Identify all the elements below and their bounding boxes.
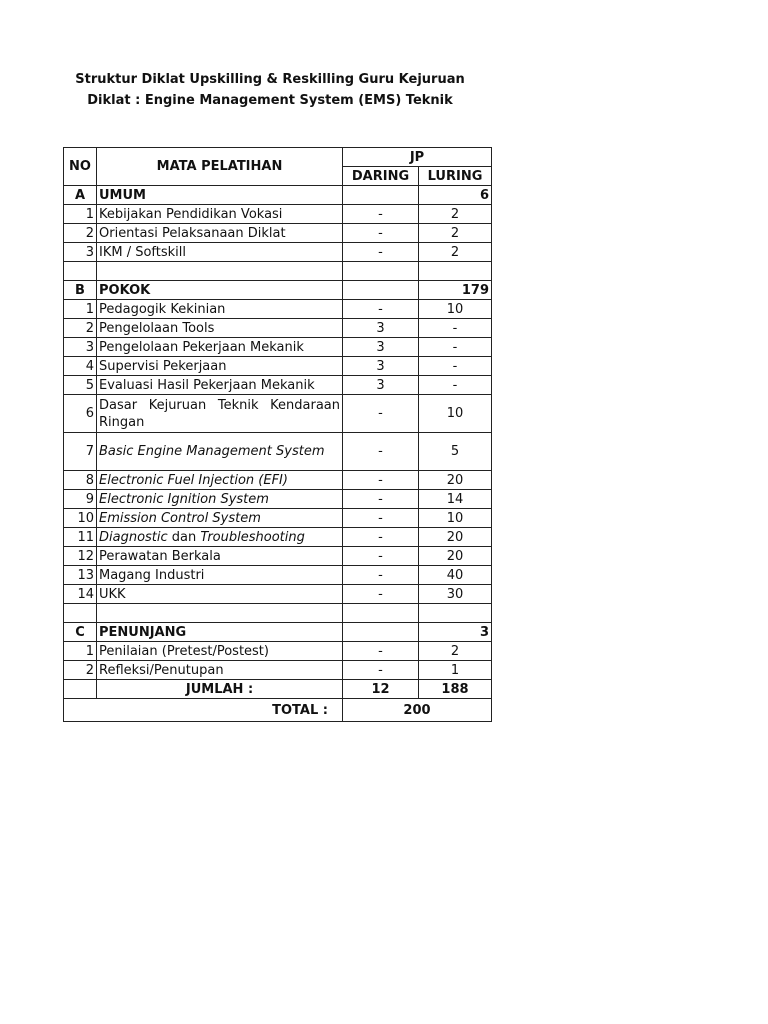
row-number: 8 — [64, 471, 97, 490]
row-number: 1 — [64, 205, 97, 224]
luring-value: 2 — [419, 205, 492, 224]
course-name — [97, 319, 343, 338]
course-name — [97, 376, 343, 395]
section-daring-cell — [343, 186, 419, 205]
luring-value: 40 — [419, 566, 492, 585]
daring-value: - — [343, 395, 419, 433]
section-daring-cell — [343, 623, 419, 642]
course-name-text: Pengelolaan Tools — [99, 320, 215, 336]
row-number: 3 — [64, 243, 97, 262]
course-name-text: Penilaian (Pretest/Postest) — [99, 643, 269, 659]
course-name-text: Refleksi/Penutupan — [99, 662, 224, 678]
daring-value: - — [343, 224, 419, 243]
course-name-text: PENUNJANG — [99, 624, 187, 640]
section-daring-cell — [343, 281, 419, 300]
row-number: 7 — [64, 433, 97, 471]
row-number: 4 — [64, 357, 97, 376]
luring-value: - — [419, 319, 492, 338]
empty-cell — [343, 604, 419, 623]
course-name — [97, 509, 343, 528]
document-subtitle: Diklat : Engine Management System (EMS) Teknik — [87, 93, 453, 108]
course-name-text: UMUM — [99, 187, 146, 203]
empty-row — [64, 604, 492, 623]
course-name — [97, 547, 343, 566]
section-letter: C — [64, 623, 97, 642]
luring-value: 20 — [419, 471, 492, 490]
course-name — [97, 205, 343, 224]
table-row — [64, 661, 492, 680]
table-row — [64, 224, 492, 243]
table-row — [64, 566, 492, 585]
total-label: TOTAL : — [64, 699, 343, 722]
table-row — [64, 547, 492, 566]
luring-value: 20 — [419, 547, 492, 566]
row-number: 14 — [64, 585, 97, 604]
course-name — [97, 357, 343, 376]
daring-value: 3 — [343, 376, 419, 395]
row-number: 5 — [64, 376, 97, 395]
table-row — [64, 395, 492, 433]
course-name-text: Basic Engine Management System — [99, 444, 325, 459]
header-jp: JP — [343, 148, 492, 167]
luring-value: 14 — [419, 490, 492, 509]
daring-value: - — [343, 642, 419, 661]
table-row — [64, 243, 492, 262]
daring-value: - — [343, 490, 419, 509]
luring-value: 2 — [419, 642, 492, 661]
course-name-text: POKOK — [99, 282, 151, 298]
empty-cell — [64, 262, 97, 281]
empty-cell — [97, 604, 343, 623]
course-name-text: IKM / Softskill — [99, 244, 187, 260]
course-name — [97, 243, 343, 262]
table-row — [64, 338, 492, 357]
course-name-text: Pengelolaan Pekerjaan Mekanik — [99, 339, 304, 355]
table-row — [64, 528, 492, 547]
table-row — [64, 471, 492, 490]
header-no: NO — [64, 148, 97, 186]
course-name-text: Perawatan Berkala — [99, 548, 221, 564]
luring-value: - — [419, 376, 492, 395]
table-row — [64, 300, 492, 319]
header-luring: LURING — [419, 167, 492, 186]
row-number: 2 — [64, 224, 97, 243]
course-name-text: UKK — [99, 586, 126, 602]
course-name — [97, 528, 343, 547]
luring-value: 10 — [419, 395, 492, 433]
course-name-text: Electronic Fuel Injection (EFI) — [99, 472, 288, 488]
empty-cell — [419, 604, 492, 623]
course-name-text: Supervisi Pekerjaan — [99, 358, 227, 374]
daring-value: - — [343, 243, 419, 262]
daring-value: 3 — [343, 357, 419, 376]
course-name — [97, 395, 343, 433]
daring-value: - — [343, 433, 419, 471]
section-total: 3 — [419, 623, 492, 642]
row-number: 3 — [64, 338, 97, 357]
table-row — [64, 357, 492, 376]
luring-value: 2 — [419, 224, 492, 243]
jumlah-row — [64, 680, 492, 699]
row-number: 10 — [64, 509, 97, 528]
empty-cell — [419, 262, 492, 281]
row-number: 13 — [64, 566, 97, 585]
daring-value: - — [343, 661, 419, 680]
daring-value: 3 — [343, 338, 419, 357]
row-number: 11 — [64, 528, 97, 547]
empty-row — [64, 262, 492, 281]
row-number: 2 — [64, 319, 97, 338]
daring-value: - — [343, 547, 419, 566]
training-structure-table — [63, 147, 492, 722]
table-row — [64, 376, 492, 395]
luring-value: - — [419, 357, 492, 376]
section-row — [64, 186, 492, 205]
total-row — [64, 699, 492, 722]
row-number: 2 — [64, 661, 97, 680]
section-title — [97, 281, 343, 300]
header-row — [64, 148, 492, 167]
empty-cell — [97, 262, 343, 281]
course-name — [97, 338, 343, 357]
course-name-text: Electronic Ignition System — [99, 491, 269, 507]
daring-value: - — [343, 509, 419, 528]
jumlah-label: JUMLAH : — [97, 680, 343, 699]
document-title: Struktur Diklat Upskilling & Reskilling Guru Kejuruan — [75, 72, 465, 87]
table-row — [64, 509, 492, 528]
section-title — [97, 623, 343, 642]
course-name-text: Diagnostic — [99, 529, 168, 545]
daring-value: - — [343, 585, 419, 604]
course-name-text: Kebijakan Pendidikan Vokasi — [99, 206, 283, 222]
total-value: 200 — [343, 699, 492, 722]
luring-value: 1 — [419, 661, 492, 680]
table-row — [64, 490, 492, 509]
daring-value: - — [343, 205, 419, 224]
course-name-text: Emission Control System — [99, 510, 261, 526]
table-row — [64, 642, 492, 661]
daring-value: - — [343, 471, 419, 490]
course-name — [97, 433, 343, 471]
empty-cell — [64, 604, 97, 623]
header-mata-pelatihan: MATA PELATIHAN — [97, 148, 343, 186]
section-total: 6 — [419, 186, 492, 205]
luring-value: 2 — [419, 243, 492, 262]
section-row — [64, 623, 492, 642]
luring-value: 30 — [419, 585, 492, 604]
jumlah-daring: 12 — [343, 680, 419, 699]
table-row — [64, 585, 492, 604]
daring-value: - — [343, 528, 419, 547]
luring-value: - — [419, 338, 492, 357]
course-name — [97, 661, 343, 680]
table-row — [64, 433, 492, 471]
section-letter: A — [64, 186, 97, 205]
daring-value: - — [343, 300, 419, 319]
jumlah-no-cell — [64, 680, 97, 699]
row-number: 12 — [64, 547, 97, 566]
luring-value: 5 — [419, 433, 492, 471]
course-name — [97, 585, 343, 604]
course-name-text: dan — [167, 529, 201, 545]
course-name — [97, 566, 343, 585]
row-number: 9 — [64, 490, 97, 509]
course-name-text: Pedagogik Kekinian — [99, 301, 226, 317]
section-letter: B — [64, 281, 97, 300]
row-number: 6 — [64, 395, 97, 433]
course-name — [97, 642, 343, 661]
table-row — [64, 319, 492, 338]
course-name-text: Evaluasi Hasil Pekerjaan Mekanik — [99, 377, 315, 393]
luring-value: 20 — [419, 528, 492, 547]
empty-cell — [343, 262, 419, 281]
row-number: 1 — [64, 642, 97, 661]
course-name-text: Orientasi Pelaksanaan Diklat — [99, 225, 286, 241]
row-number: 1 — [64, 300, 97, 319]
luring-value: 10 — [419, 300, 492, 319]
daring-value: - — [343, 566, 419, 585]
jumlah-luring: 188 — [419, 680, 492, 699]
section-row — [64, 281, 492, 300]
daring-value: 3 — [343, 319, 419, 338]
course-name-text: Troubleshooting — [200, 529, 305, 545]
course-name — [97, 300, 343, 319]
course-name — [97, 224, 343, 243]
course-name — [97, 471, 343, 490]
course-name — [97, 490, 343, 509]
section-total: 179 — [419, 281, 492, 300]
table-row — [64, 205, 492, 224]
section-title — [97, 186, 343, 205]
course-name-text: Dasar Kejuruan Teknik Kendaraan Ringan — [99, 397, 340, 430]
header-daring: DARING — [343, 167, 419, 186]
course-name-text: Magang Industri — [99, 567, 205, 583]
luring-value: 10 — [419, 509, 492, 528]
